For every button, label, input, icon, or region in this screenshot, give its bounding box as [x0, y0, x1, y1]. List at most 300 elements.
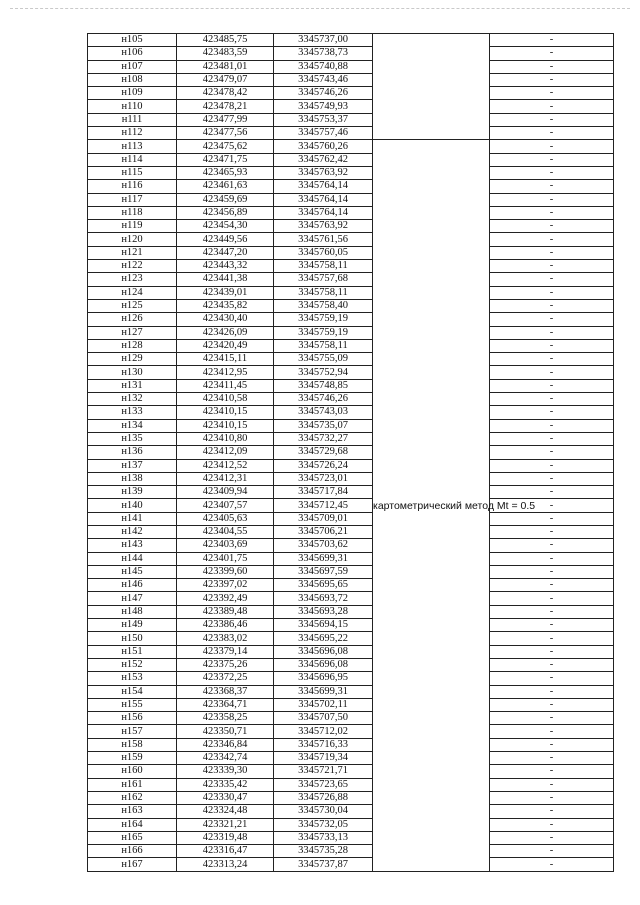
- table-row: [88, 752, 614, 765]
- table-row: [88, 725, 614, 738]
- table-row: [88, 579, 614, 592]
- x-coordinate-cell: 423389,48: [177, 605, 274, 618]
- table-row: [88, 592, 614, 605]
- table-row: [88, 432, 614, 445]
- note-cell: -: [490, 525, 614, 538]
- note-cell: -: [490, 313, 614, 326]
- table-row: [88, 366, 614, 379]
- y-coordinate-cell: 3345730,04: [274, 805, 373, 818]
- y-coordinate-cell: 3345702,11: [274, 698, 373, 711]
- x-coordinate-cell: 423364,71: [177, 698, 274, 711]
- x-coordinate-cell: 423330,47: [177, 791, 274, 804]
- point-name-cell: н143: [88, 539, 177, 552]
- y-coordinate-cell: 3345696,95: [274, 672, 373, 685]
- point-name-cell: н124: [88, 286, 177, 299]
- table-row: [88, 34, 614, 47]
- point-name-cell: н116: [88, 180, 177, 193]
- table-row: [88, 645, 614, 658]
- point-name-cell: н106: [88, 47, 177, 60]
- note-cell: -: [490, 791, 614, 804]
- point-name-cell: н165: [88, 831, 177, 844]
- y-coordinate-cell: 3345729,68: [274, 446, 373, 459]
- x-coordinate-cell: 423454,30: [177, 220, 274, 233]
- table-row: [88, 193, 614, 206]
- y-coordinate-cell: 3345699,31: [274, 552, 373, 565]
- x-coordinate-cell: 423483,59: [177, 47, 274, 60]
- note-cell: -: [490, 858, 614, 871]
- note-cell: -: [490, 672, 614, 685]
- y-coordinate-cell: 3345735,28: [274, 845, 373, 858]
- x-coordinate-cell: 423478,42: [177, 87, 274, 100]
- x-coordinate-cell: 423372,25: [177, 672, 274, 685]
- y-coordinate-cell: 3345717,84: [274, 486, 373, 499]
- point-name-cell: н138: [88, 472, 177, 485]
- point-name-cell: н160: [88, 765, 177, 778]
- x-coordinate-cell: 423319,48: [177, 831, 274, 844]
- table-row: [88, 525, 614, 538]
- table-row: [88, 73, 614, 86]
- point-name-cell: н120: [88, 233, 177, 246]
- y-coordinate-cell: 3345737,00: [274, 34, 373, 47]
- y-coordinate-cell: 3345760,05: [274, 246, 373, 259]
- x-coordinate-cell: 423412,31: [177, 472, 274, 485]
- point-name-cell: н142: [88, 525, 177, 538]
- y-coordinate-cell: 3345695,22: [274, 632, 373, 645]
- note-cell: -: [490, 592, 614, 605]
- x-coordinate-cell: 423465,93: [177, 166, 274, 179]
- y-coordinate-cell: 3345740,88: [274, 60, 373, 73]
- note-cell: -: [490, 818, 614, 831]
- note-cell: -: [490, 752, 614, 765]
- x-coordinate-cell: 423405,63: [177, 512, 274, 525]
- point-name-cell: н109: [88, 87, 177, 100]
- point-name-cell: н131: [88, 379, 177, 392]
- y-coordinate-cell: 3345732,27: [274, 432, 373, 445]
- x-coordinate-cell: 423485,75: [177, 34, 274, 47]
- y-coordinate-cell: 3345753,37: [274, 113, 373, 126]
- y-coordinate-cell: 3345697,59: [274, 565, 373, 578]
- note-cell: -: [490, 632, 614, 645]
- table-row: [88, 419, 614, 432]
- x-coordinate-cell: 423324,48: [177, 805, 274, 818]
- point-name-cell: н113: [88, 140, 177, 153]
- point-name-cell: н154: [88, 685, 177, 698]
- table-row: [88, 220, 614, 233]
- point-name-cell: н115: [88, 166, 177, 179]
- point-name-cell: н135: [88, 432, 177, 445]
- note-cell: -: [490, 73, 614, 86]
- point-name-cell: н167: [88, 858, 177, 871]
- note-cell: -: [490, 273, 614, 286]
- point-name-cell: н111: [88, 113, 177, 126]
- y-coordinate-cell: 3345694,15: [274, 619, 373, 632]
- note-cell: -: [490, 419, 614, 432]
- x-coordinate-cell: 423403,69: [177, 539, 274, 552]
- table-row: [88, 459, 614, 472]
- table-row: [88, 845, 614, 858]
- x-coordinate-cell: 423379,14: [177, 645, 274, 658]
- y-coordinate-cell: 3345726,24: [274, 459, 373, 472]
- y-coordinate-cell: 3345737,87: [274, 858, 373, 871]
- note-cell: -: [490, 831, 614, 844]
- point-name-cell: н114: [88, 153, 177, 166]
- method-cell: картометрический метод Mt = 0.5: [373, 140, 490, 871]
- table-row: [88, 393, 614, 406]
- x-coordinate-cell: 423412,09: [177, 446, 274, 459]
- note-cell: -: [490, 127, 614, 140]
- x-coordinate-cell: 423383,02: [177, 632, 274, 645]
- point-name-cell: н164: [88, 818, 177, 831]
- point-name-cell: н119: [88, 220, 177, 233]
- x-coordinate-cell: 423399,60: [177, 565, 274, 578]
- table-row: [88, 60, 614, 73]
- y-coordinate-cell: 3345696,08: [274, 658, 373, 671]
- y-coordinate-cell: 3345712,45: [274, 499, 373, 512]
- y-coordinate-cell: 3345726,88: [274, 791, 373, 804]
- x-coordinate-cell: 423426,09: [177, 326, 274, 339]
- table-row: [88, 539, 614, 552]
- point-name-cell: н127: [88, 326, 177, 339]
- y-coordinate-cell: 3345732,05: [274, 818, 373, 831]
- y-coordinate-cell: 3345719,34: [274, 752, 373, 765]
- table-row: [88, 619, 614, 632]
- table-row: [88, 565, 614, 578]
- point-name-cell: н122: [88, 260, 177, 273]
- note-cell: -: [490, 565, 614, 578]
- note-cell: -: [490, 658, 614, 671]
- note-cell: -: [490, 246, 614, 259]
- y-coordinate-cell: 3345760,26: [274, 140, 373, 153]
- point-name-cell: н150: [88, 632, 177, 645]
- point-name-cell: н136: [88, 446, 177, 459]
- table-row: [88, 339, 614, 352]
- table-row: [88, 100, 614, 113]
- x-coordinate-cell: 423435,82: [177, 299, 274, 312]
- y-coordinate-cell: 3345699,31: [274, 685, 373, 698]
- point-name-cell: н123: [88, 273, 177, 286]
- table-row: [88, 486, 614, 499]
- x-coordinate-cell: 423392,49: [177, 592, 274, 605]
- point-name-cell: н133: [88, 406, 177, 419]
- note-cell: -: [490, 34, 614, 47]
- y-coordinate-cell: 3345762,42: [274, 153, 373, 166]
- point-name-cell: н107: [88, 60, 177, 73]
- y-coordinate-cell: 3345758,40: [274, 299, 373, 312]
- y-coordinate-cell: 3345761,56: [274, 233, 373, 246]
- x-coordinate-cell: 423397,02: [177, 579, 274, 592]
- table-row: [88, 326, 614, 339]
- y-coordinate-cell: 3345735,07: [274, 419, 373, 432]
- table-row: [88, 127, 614, 140]
- point-name-cell: н129: [88, 353, 177, 366]
- y-coordinate-cell: 3345716,33: [274, 738, 373, 751]
- note-cell: -: [490, 845, 614, 858]
- point-name-cell: н137: [88, 459, 177, 472]
- point-name-cell: н139: [88, 486, 177, 499]
- note-cell: -: [490, 698, 614, 711]
- note-cell: -: [490, 685, 614, 698]
- point-name-cell: н148: [88, 605, 177, 618]
- point-name-cell: н156: [88, 712, 177, 725]
- point-name-cell: н108: [88, 73, 177, 86]
- table-row: [88, 273, 614, 286]
- y-coordinate-cell: 3345758,11: [274, 339, 373, 352]
- note-cell: -: [490, 100, 614, 113]
- x-coordinate-cell: 423404,55: [177, 525, 274, 538]
- note-cell: -: [490, 353, 614, 366]
- note-cell: -: [490, 379, 614, 392]
- point-name-cell: н152: [88, 658, 177, 671]
- y-coordinate-cell: 3345696,08: [274, 645, 373, 658]
- note-cell: -: [490, 725, 614, 738]
- note-cell: -: [490, 60, 614, 73]
- boundary-points-table: [87, 33, 614, 872]
- point-name-cell: н105: [88, 34, 177, 47]
- note-cell: -: [490, 406, 614, 419]
- y-coordinate-cell: 3345693,72: [274, 592, 373, 605]
- x-coordinate-cell: 423481,01: [177, 60, 274, 73]
- y-coordinate-cell: 3345746,26: [274, 87, 373, 100]
- note-cell: -: [490, 778, 614, 791]
- note-cell: -: [490, 113, 614, 126]
- y-coordinate-cell: 3345703,62: [274, 539, 373, 552]
- y-coordinate-cell: 3345707,50: [274, 712, 373, 725]
- y-coordinate-cell: 3345763,92: [274, 220, 373, 233]
- note-cell: -: [490, 765, 614, 778]
- y-coordinate-cell: 3345755,09: [274, 353, 373, 366]
- point-name-cell: н126: [88, 313, 177, 326]
- point-name-cell: н161: [88, 778, 177, 791]
- x-coordinate-cell: 423471,75: [177, 153, 274, 166]
- x-coordinate-cell: 423407,57: [177, 499, 274, 512]
- note-cell: -: [490, 552, 614, 565]
- table-row: [88, 552, 614, 565]
- point-name-cell: н112: [88, 127, 177, 140]
- x-coordinate-cell: 423368,37: [177, 685, 274, 698]
- y-coordinate-cell: 3345748,85: [274, 379, 373, 392]
- table-row: [88, 166, 614, 179]
- table-row: [88, 672, 614, 685]
- note-cell: -: [490, 47, 614, 60]
- y-coordinate-cell: 3345764,14: [274, 180, 373, 193]
- x-coordinate-cell: 423346,84: [177, 738, 274, 751]
- table-body: [88, 34, 614, 872]
- note-cell: -: [490, 260, 614, 273]
- table-row: [88, 299, 614, 312]
- y-coordinate-cell: 3345758,11: [274, 286, 373, 299]
- x-coordinate-cell: 423342,74: [177, 752, 274, 765]
- note-cell: -: [490, 459, 614, 472]
- table-row: [88, 738, 614, 751]
- note-cell: -: [490, 446, 614, 459]
- note-cell: -: [490, 206, 614, 219]
- table-row: [88, 286, 614, 299]
- x-coordinate-cell: 423478,21: [177, 100, 274, 113]
- note-cell: -: [490, 393, 614, 406]
- x-coordinate-cell: 423316,47: [177, 845, 274, 858]
- x-coordinate-cell: 423479,07: [177, 73, 274, 86]
- table-row: [88, 831, 614, 844]
- y-coordinate-cell: 3345763,92: [274, 166, 373, 179]
- x-coordinate-cell: 423412,95: [177, 366, 274, 379]
- table-row: [88, 685, 614, 698]
- y-coordinate-cell: 3345721,71: [274, 765, 373, 778]
- note-cell: -: [490, 605, 614, 618]
- page-top-rule: [10, 8, 630, 9]
- y-coordinate-cell: 3345738,73: [274, 47, 373, 60]
- x-coordinate-cell: 423401,75: [177, 552, 274, 565]
- table-row: [88, 153, 614, 166]
- note-cell: -: [490, 153, 614, 166]
- point-name-cell: н155: [88, 698, 177, 711]
- table-row: [88, 406, 614, 419]
- y-coordinate-cell: 3345693,28: [274, 605, 373, 618]
- x-coordinate-cell: 423439,01: [177, 286, 274, 299]
- note-cell: -: [490, 180, 614, 193]
- point-name-cell: н163: [88, 805, 177, 818]
- point-name-cell: н140: [88, 499, 177, 512]
- y-coordinate-cell: 3345712,02: [274, 725, 373, 738]
- note-cell: -: [490, 366, 614, 379]
- point-name-cell: н110: [88, 100, 177, 113]
- table-row: [88, 47, 614, 60]
- table-row: [88, 818, 614, 831]
- note-cell: -: [490, 472, 614, 485]
- note-cell: -: [490, 87, 614, 100]
- x-coordinate-cell: 423447,20: [177, 246, 274, 259]
- x-coordinate-cell: 423321,21: [177, 818, 274, 831]
- y-coordinate-cell: 3345706,21: [274, 525, 373, 538]
- note-cell: -: [490, 233, 614, 246]
- point-name-cell: н158: [88, 738, 177, 751]
- table-row: [88, 791, 614, 804]
- y-coordinate-cell: 3345733,13: [274, 831, 373, 844]
- note-cell: -: [490, 539, 614, 552]
- point-name-cell: н151: [88, 645, 177, 658]
- x-coordinate-cell: 423386,46: [177, 619, 274, 632]
- point-name-cell: н141: [88, 512, 177, 525]
- y-coordinate-cell: 3345743,46: [274, 73, 373, 86]
- y-coordinate-cell: 3345764,14: [274, 193, 373, 206]
- note-cell: -: [490, 712, 614, 725]
- note-cell: -: [490, 140, 614, 153]
- table-row: [88, 712, 614, 725]
- x-coordinate-cell: 423412,52: [177, 459, 274, 472]
- y-coordinate-cell: 3345759,19: [274, 313, 373, 326]
- x-coordinate-cell: 423358,25: [177, 712, 274, 725]
- table-row: [88, 605, 614, 618]
- x-coordinate-cell: 423410,15: [177, 419, 274, 432]
- table-row: [88, 446, 614, 459]
- x-coordinate-cell: 423420,49: [177, 339, 274, 352]
- table-row: [88, 805, 614, 818]
- point-name-cell: н128: [88, 339, 177, 352]
- note-cell: -: [490, 499, 614, 512]
- point-name-cell: н145: [88, 565, 177, 578]
- table-row: [88, 512, 614, 525]
- x-coordinate-cell: 423443,32: [177, 260, 274, 273]
- point-name-cell: н146: [88, 579, 177, 592]
- point-name-cell: н157: [88, 725, 177, 738]
- y-coordinate-cell: 3345723,65: [274, 778, 373, 791]
- table-row: [88, 658, 614, 671]
- point-name-cell: н130: [88, 366, 177, 379]
- point-name-cell: н149: [88, 619, 177, 632]
- table-row: [88, 379, 614, 392]
- x-coordinate-cell: 423477,56: [177, 127, 274, 140]
- x-coordinate-cell: 423461,63: [177, 180, 274, 193]
- table-row: [88, 113, 614, 126]
- table-row: [88, 87, 614, 100]
- table-row: [88, 472, 614, 485]
- table-row: [88, 313, 614, 326]
- point-name-cell: н144: [88, 552, 177, 565]
- y-coordinate-cell: 3345709,01: [274, 512, 373, 525]
- table-row: [88, 778, 614, 791]
- note-cell: -: [490, 805, 614, 818]
- y-coordinate-cell: 3345764,14: [274, 206, 373, 219]
- y-coordinate-cell: 3345752,94: [274, 366, 373, 379]
- x-coordinate-cell: 423375,26: [177, 658, 274, 671]
- y-coordinate-cell: 3345723,01: [274, 472, 373, 485]
- point-name-cell: н166: [88, 845, 177, 858]
- x-coordinate-cell: 423441,38: [177, 273, 274, 286]
- point-name-cell: н117: [88, 193, 177, 206]
- note-cell: -: [490, 738, 614, 751]
- point-name-cell: н153: [88, 672, 177, 685]
- y-coordinate-cell: 3345746,26: [274, 393, 373, 406]
- point-name-cell: н125: [88, 299, 177, 312]
- note-cell: -: [490, 645, 614, 658]
- table-row: [88, 233, 614, 246]
- x-coordinate-cell: 423339,30: [177, 765, 274, 778]
- x-coordinate-cell: 423410,15: [177, 406, 274, 419]
- method-cell-upper: [373, 34, 490, 140]
- x-coordinate-cell: 423477,99: [177, 113, 274, 126]
- point-name-cell: н147: [88, 592, 177, 605]
- note-cell: -: [490, 339, 614, 352]
- note-cell: -: [490, 432, 614, 445]
- note-cell: -: [490, 326, 614, 339]
- x-coordinate-cell: 423410,58: [177, 393, 274, 406]
- y-coordinate-cell: 3345695,65: [274, 579, 373, 592]
- y-coordinate-cell: 3345757,46: [274, 127, 373, 140]
- note-cell: -: [490, 166, 614, 179]
- y-coordinate-cell: 3345758,11: [274, 260, 373, 273]
- point-name-cell: н159: [88, 752, 177, 765]
- table-row: [88, 353, 614, 366]
- table-row: [88, 632, 614, 645]
- note-cell: -: [490, 579, 614, 592]
- point-name-cell: н118: [88, 206, 177, 219]
- point-name-cell: н132: [88, 393, 177, 406]
- x-coordinate-cell: 423430,40: [177, 313, 274, 326]
- table-row: [88, 180, 614, 193]
- table-row: [88, 140, 614, 153]
- y-coordinate-cell: 3345757,68: [274, 273, 373, 286]
- note-cell: -: [490, 220, 614, 233]
- note-cell: -: [490, 193, 614, 206]
- x-coordinate-cell: 423449,56: [177, 233, 274, 246]
- table-row: [88, 765, 614, 778]
- note-cell: -: [490, 299, 614, 312]
- x-coordinate-cell: 423313,24: [177, 858, 274, 871]
- note-cell: -: [490, 486, 614, 499]
- y-coordinate-cell: 3345759,19: [274, 326, 373, 339]
- table-row: [88, 260, 614, 273]
- note-cell: -: [490, 512, 614, 525]
- table-row: [88, 858, 614, 871]
